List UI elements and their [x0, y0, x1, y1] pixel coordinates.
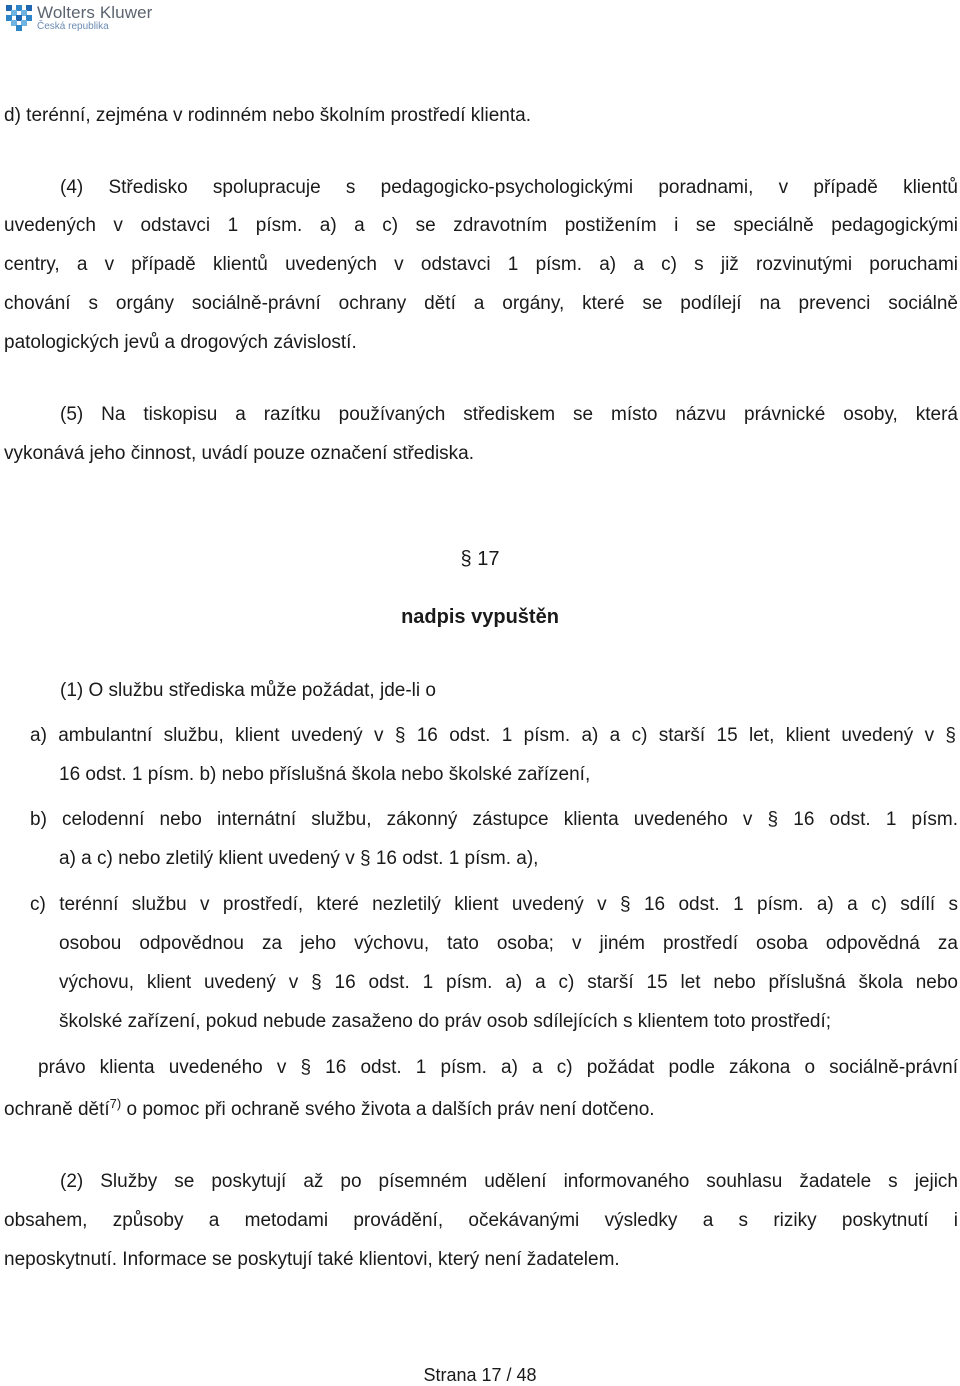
item-a-line-2: 16 odst. 1 písm. b) nebo příslušná škola nebo školské zařízení, — [59, 764, 591, 785]
rights-line-2-start: ochraně dětí — [4, 1099, 110, 1120]
page-number: Strana 17 / 48 — [423, 1365, 537, 1385]
rights-line-2-end: o pomoc při ochraně svého života a dalších práv není dotčeno. — [121, 1099, 655, 1120]
item-b-line-2: a) a c) nebo zletilý klient uvedený v § 16 odst. 1 písm. a), — [59, 848, 539, 869]
paragraph-4-line-2: uvedených v odstavci 1 písm. a) a c) se zdravotním postižením i se speciálně pedagogickými — [4, 215, 958, 236]
paragraph-5-line-2: vykonává jeho činnost, uvádí pouze označení střediska. — [4, 443, 475, 464]
item-c-line-4: školské zařízení, pokud nebude zasaženo do práv osob sdílejících s klientem toto prostředí; — [59, 1011, 832, 1032]
paragraph-4-line-5: patologických jevů a drogových závislostí. — [4, 332, 357, 353]
logo-brand-text: Wolters Kluwer — [37, 3, 153, 22]
subsection-1-intro: (1) O službu střediska může požádat, jde-li o — [60, 680, 436, 701]
rights-line-2 — [4, 1098, 655, 1122]
item-a-line-1: a) ambulantní službu, klient uvedený v § 16 odst. 1 písm. a) a c) starší 15 let, klient uvedený v § — [30, 725, 956, 746]
paragraph-2-line-1: (2) Služby se poskytují až po písemném udělení informovaného souhlasu žadatele s jejich — [60, 1171, 958, 1192]
paragraph-2-line-2: obsahem, způsoby a metodami provádění, očekávanými výsledky a s riziky poskytnutí i — [4, 1210, 958, 1231]
paragraph-2-line-3: neposkytnutí. Informace se poskytují také klientovi, který není žadatelem. — [4, 1249, 620, 1270]
publisher-logo — [4, 3, 152, 33]
wolters-kluwer-logo-icon — [4, 3, 34, 33]
item-c-line-2: osobou odpovědnou za jeho výchovu, tato osoba; v jiném prostředí osoba odpovědná za — [59, 933, 958, 954]
paragraph-4-line-1: (4) Středisko spolupracuje s pedagogicko-psychologickými poradnami, v případě klientů — [60, 177, 958, 198]
rights-line-1: právo klienta uvedeného v § 16 odst. 1 písm. a) a c) požádat podle zákona o sociálně-právní — [38, 1057, 958, 1078]
item-c-line-1: c) terénní službu v prostředí, které nezletilý klient uvedený v § 16 odst. 1 písm. a) a c) sdílí s — [30, 894, 958, 915]
logo-subtitle: Česká republika — [37, 21, 109, 32]
item-b-line-1: b) celodenní nebo internátní službu, zákonný zástupce klienta uvedeného v § 16 odst. 1 písm. — [30, 809, 958, 830]
paragraph-4-line-4: chování s orgány sociálně-právní ochrany dětí a orgány, které se podílejí na prevenci sociálně — [4, 293, 958, 314]
footnote-reference[interactable]: 7) — [109, 1096, 122, 1111]
item-c-line-3: výchovu, klient uvedený v § 16 odst. 1 písm. a) a c) starší 15 let nebo příslušná škola nebo — [59, 972, 958, 993]
paragraph-5-line-1: (5) Na tiskopisu a razítku používaných střediskem se místo názvu právnické osoby, která — [60, 404, 958, 425]
section-title: nadpis vypuštěn — [401, 606, 559, 628]
section-number: § 17 — [460, 548, 500, 570]
paragraph-4-line-3: centry, a v případě klientů uvedených v odstavci 1 písm. a) a c) s již rozvinutými poruchami — [4, 254, 958, 275]
paragraph-item-d: d) terénní, zejména v rodinném nebo školním prostředí klienta. — [4, 105, 531, 126]
